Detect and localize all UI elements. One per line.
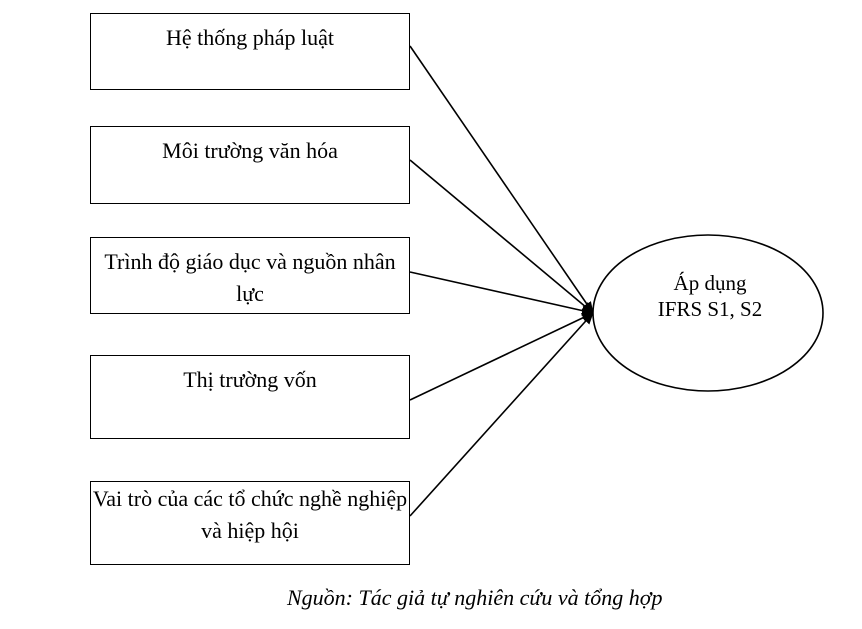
factor-label: Trình độ giáo dục và nguồn nhân lực [104, 249, 396, 306]
factor-box-education-human-resources [90, 237, 410, 314]
arrow-1 [410, 46, 593, 313]
outcome-line-1: Áp dụng [673, 271, 747, 295]
outcome-label [600, 270, 820, 322]
factor-label: Thị trường vốn [183, 367, 317, 392]
arrow-4 [410, 313, 593, 400]
factor-label: Môi trường văn hóa [162, 138, 338, 163]
arrow-5 [410, 313, 593, 516]
factor-box-cultural-environment [90, 126, 410, 204]
factor-box-professional-organizations [90, 481, 410, 565]
outcome-line-2: IFRS S1, S2 [657, 297, 763, 321]
arrow-3 [410, 272, 593, 313]
factor-box-capital-market [90, 355, 410, 439]
source-note: Nguồn: Tác giả tự nghiên cứu và tổng hợp [287, 585, 663, 610]
factor-label: Vai trò của các tổ chức nghề nghiệp và hiệp hội [92, 486, 408, 543]
arrow-2 [410, 160, 593, 313]
factor-box-legal-system [90, 13, 410, 90]
factor-label: Hệ thống pháp luật [165, 25, 335, 50]
